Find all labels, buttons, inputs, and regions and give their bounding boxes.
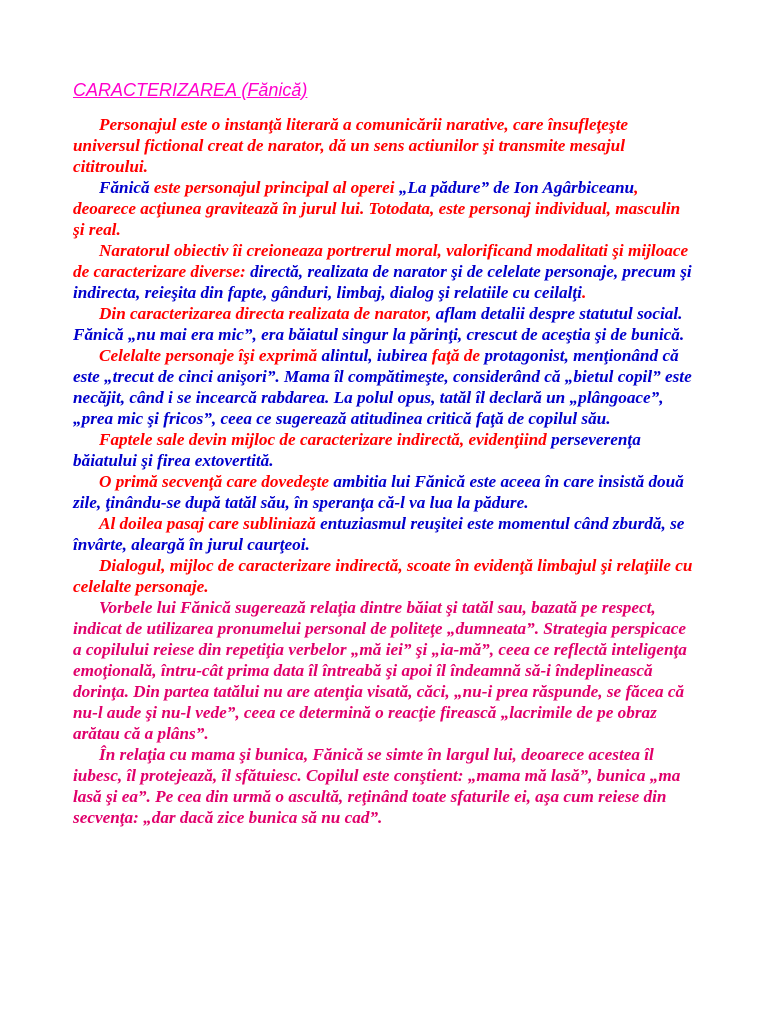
paragraph-5: [73, 345, 695, 429]
text-run: Fănică: [99, 178, 154, 197]
text-run: perseverenţa băiatului şi firea extovertită.: [73, 430, 641, 470]
paragraph-4: [73, 303, 695, 345]
text-run: este personajul principal al operei: [153, 178, 399, 197]
text-run: faţă de: [431, 346, 485, 365]
text-run: Din caracterizarea directa realizata de narator,: [99, 304, 436, 323]
text-run: ambitia lui Fănică este aceea în care insistă două zile, ţinându-se după tatăl său, în speranţa că-l va lua la pădure.: [73, 472, 684, 512]
text-run: „La pădure” de Ion Agârbiceanu: [398, 178, 635, 197]
paragraph-11: [73, 744, 695, 828]
text-run: Celelalte personaje îşi exprimă: [99, 346, 322, 365]
page-title: CARACTERIZAREA (Fănică): [73, 80, 308, 100]
text-run: Al doilea pasaj care subliniază: [99, 514, 321, 533]
paragraph-7: [73, 471, 695, 513]
paragraph-2: [73, 177, 695, 240]
text-run: Faptele sale devin mijloc de caracterizare indirectă, evidenţiind: [99, 430, 552, 449]
text-run: entuziasmul reuşitei este momentul când zburdă, se învârte, aleargă în jurul caurţeoi.: [73, 514, 685, 554]
text-run: aflam detalii despre statutul social. Fănică „nu mai era mic”, era băiatul singur la părinţi, crescut de aceştia şi de bunică.: [73, 304, 685, 344]
paragraph-3: [73, 240, 695, 303]
text-run: directă, realizata de narator şi de celelate personaje, precum şi indirecta, reieşita din fapte, gânduri, limbaj, dialog şi relatiile cu ceilalţi: [73, 262, 692, 302]
document-page: [73, 78, 695, 828]
paragraph-10: [73, 597, 695, 744]
text-run: Vorbele lui Fănică sugerează relaţia dintre băiat şi tatăl sau, bazată pe respect, indicat de utilizarea pronumelui personal de politeţe „dumneata”. Strategia perspicace a copilului reiese din repetiţia verbelor „mă iei” şi „ia-mă”, ceea ce reflectă inteligenţa emoţională, întru-cât prima data îl întreabă şi apoi îl îndeamnă să-i îndeplinească dorinţa. Din partea tatălui nu are atenţia visată, căci, „nu-i prea răspunde, se făcea că nu-l aude şi nu-l vede”, ceea ce determină o reacţie firească „lacrimile de pe obraz arătau că a plâns”.: [73, 598, 687, 743]
paragraph-8: [73, 513, 695, 555]
text-run: , deoarece acţiunea gravitează în jurul lui. Totodata, este personaj individual, masculin şi real.: [73, 178, 681, 239]
text-run: .: [581, 283, 587, 302]
text-run: Personajul este o instanţă literară a comunicării narative, care însufleţeşte universul fictional creat de narator, dă un sens actiunilor şi transmite mesajul cititroului.: [73, 115, 629, 176]
text-run: În relaţia cu mama şi bunica, Fănică se simte în largul lui, deoarece acestea îl iubesc, îl protejează, îl sfătuiesc. Copilul este conştient: „mama mă lasă”, bunica „ma lasă şi ea”. Pe cea din urmă o ascultă, reţinând toate sfaturile ei, aşa cum reiese din secvenţa: „dar dacă zice bunica să nu cad”.: [73, 745, 681, 827]
text-run: protagonist, menţionând că este „trecut de cinci anişori”. Mama îl compătimeşte, considerând că „bietul copil” este necăjit, când i se incearcă rabdarea. La polul opus, tatăl îl declară un „plângoace”, „prea mic şi fricos”, ceea ce sugerează atitudinea critică faţă de copilul său.: [73, 346, 692, 428]
text-run: Naratorul obiectiv îi creioneaza portrerul moral, valorificand modalitati şi mijloace de caracterizare diverse:: [73, 241, 689, 281]
text-run: Dialogul, mijloc de caracterizare indirectă, scoate în evidenţă limbajul şi relaţiile cu celelalte personaje.: [73, 556, 693, 596]
text-run: O primă secvenţă care dovedeşte: [99, 472, 334, 491]
paragraph-9: [73, 555, 695, 597]
paragraph-1: [73, 114, 695, 177]
paragraph-6: [73, 429, 695, 471]
text-run: alintul, iubirea: [321, 346, 432, 365]
